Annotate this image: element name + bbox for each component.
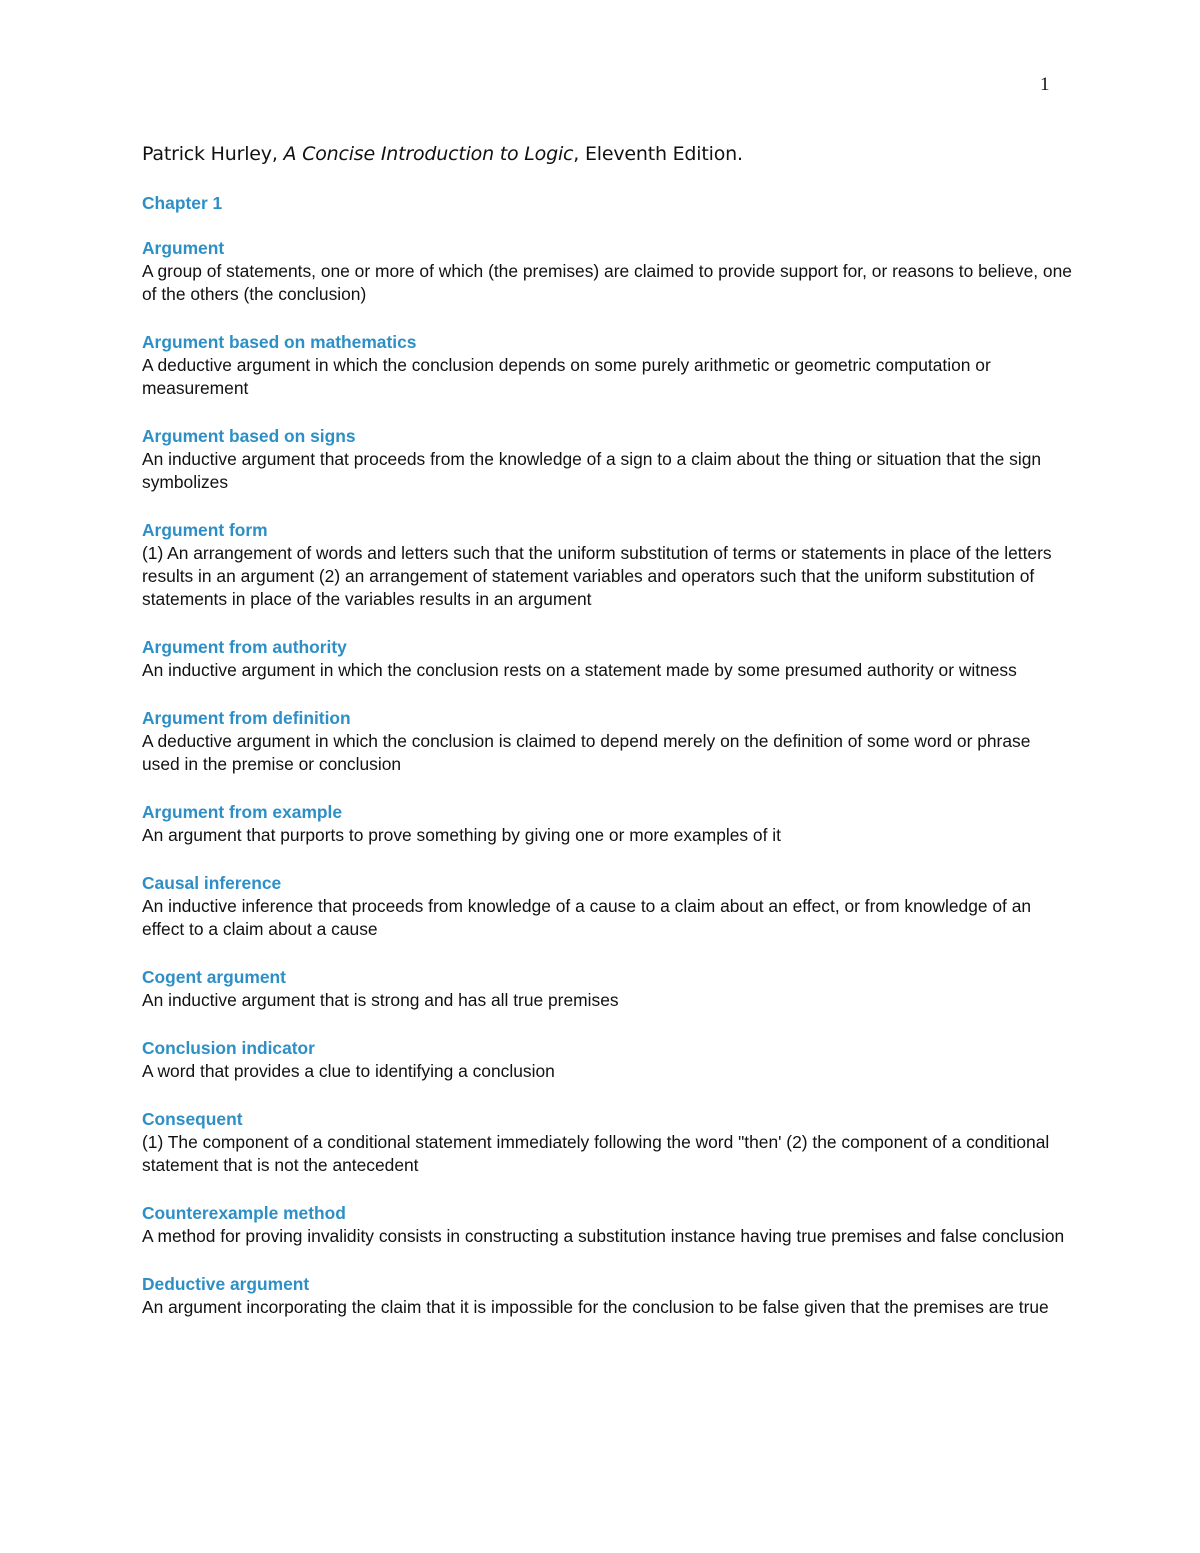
glossary-term: Deductive argument xyxy=(142,1274,310,1294)
glossary-entry xyxy=(142,519,1072,611)
glossary-entry xyxy=(142,1273,1072,1319)
glossary-definition: An inductive argument that proceeds from the knowledge of a sign to a claim about the thing or situation that the sign symbolizes xyxy=(142,449,1042,492)
glossary-term: Argument form xyxy=(142,520,268,540)
glossary-entry xyxy=(142,707,1072,776)
glossary-term: Conclusion indicator xyxy=(142,1038,315,1058)
glossary-definition: An argument incorporating the claim that it is impossible for the conclusion to be false given that the premises are true xyxy=(142,1297,1049,1317)
glossary-entry xyxy=(142,425,1072,494)
glossary-definition: An inductive argument that is strong and has all true premises xyxy=(142,990,619,1010)
glossary-definition: (1) The component of a conditional statement immediately following the word "then' (2) the component of a conditional statement that is not the antecedent xyxy=(142,1132,1050,1175)
glossary-term: Consequent xyxy=(142,1109,243,1129)
glossary-term: Argument xyxy=(142,238,225,258)
glossary-entry xyxy=(142,331,1072,400)
glossary-term: Cogent argument xyxy=(142,967,286,987)
glossary-entry xyxy=(142,636,1072,682)
glossary-term: Counterexample method xyxy=(142,1203,346,1223)
glossary-term: Argument from example xyxy=(142,802,343,822)
glossary-term: Argument from authority xyxy=(142,637,347,657)
glossary-content xyxy=(142,192,1072,1344)
glossary-term: Argument based on signs xyxy=(142,426,356,446)
title-book: A Concise Introduction to Logic xyxy=(283,143,574,165)
glossary-entry xyxy=(142,1202,1072,1248)
glossary-definition: An argument that purports to prove something by giving one or more examples of it xyxy=(142,825,781,845)
glossary-definition: (1) An arrangement of words and letters such that the uniform substitution of terms or statements in place of the letters results in an argument (2) an arrangement of statement variables and operators such that the uniform substitution of statements in place of the variables results in an argument xyxy=(142,543,1052,609)
title-edition: , Eleventh Edition. xyxy=(573,143,743,165)
glossary-entry xyxy=(142,1108,1072,1177)
glossary-definition: A deductive argument in which the conclusion depends on some purely arithmetic or geometric computation or measurement xyxy=(142,355,991,398)
glossary-entry xyxy=(142,1037,1072,1083)
glossary-definition: A group of statements, one or more of which (the premises) are claimed to provide support for, or reasons to believe, one of the others (the conclusion) xyxy=(142,261,1072,304)
glossary-entry xyxy=(142,966,1072,1012)
glossary-term: Causal inference xyxy=(142,873,282,893)
glossary-definition: A deductive argument in which the conclusion is claimed to depend merely on the definition of some word or phrase used in the premise or conclusion xyxy=(142,731,1031,774)
glossary-definition: A word that provides a clue to identifying a conclusion xyxy=(142,1061,555,1081)
glossary-term: Argument based on mathematics xyxy=(142,332,417,352)
title-author: Patrick Hurley, xyxy=(142,143,284,165)
page-number: 1 xyxy=(1040,74,1050,95)
glossary-term: Argument from definition xyxy=(142,708,351,728)
glossary-definition: A method for proving invalidity consists in constructing a substitution instance having true premises and false conclusion xyxy=(142,1226,1065,1246)
document-title xyxy=(142,143,743,165)
chapter-heading: Chapter 1 xyxy=(142,193,223,213)
glossary-definition: An inductive argument in which the conclusion rests on a statement made by some presumed authority or witness xyxy=(142,660,1017,680)
glossary-entry xyxy=(142,237,1072,306)
glossary-entry xyxy=(142,801,1072,847)
glossary-entry xyxy=(142,872,1072,941)
glossary-definition: An inductive inference that proceeds from knowledge of a cause to a claim about an effect, or from knowledge of an effect to a claim about a cause xyxy=(142,896,1032,939)
